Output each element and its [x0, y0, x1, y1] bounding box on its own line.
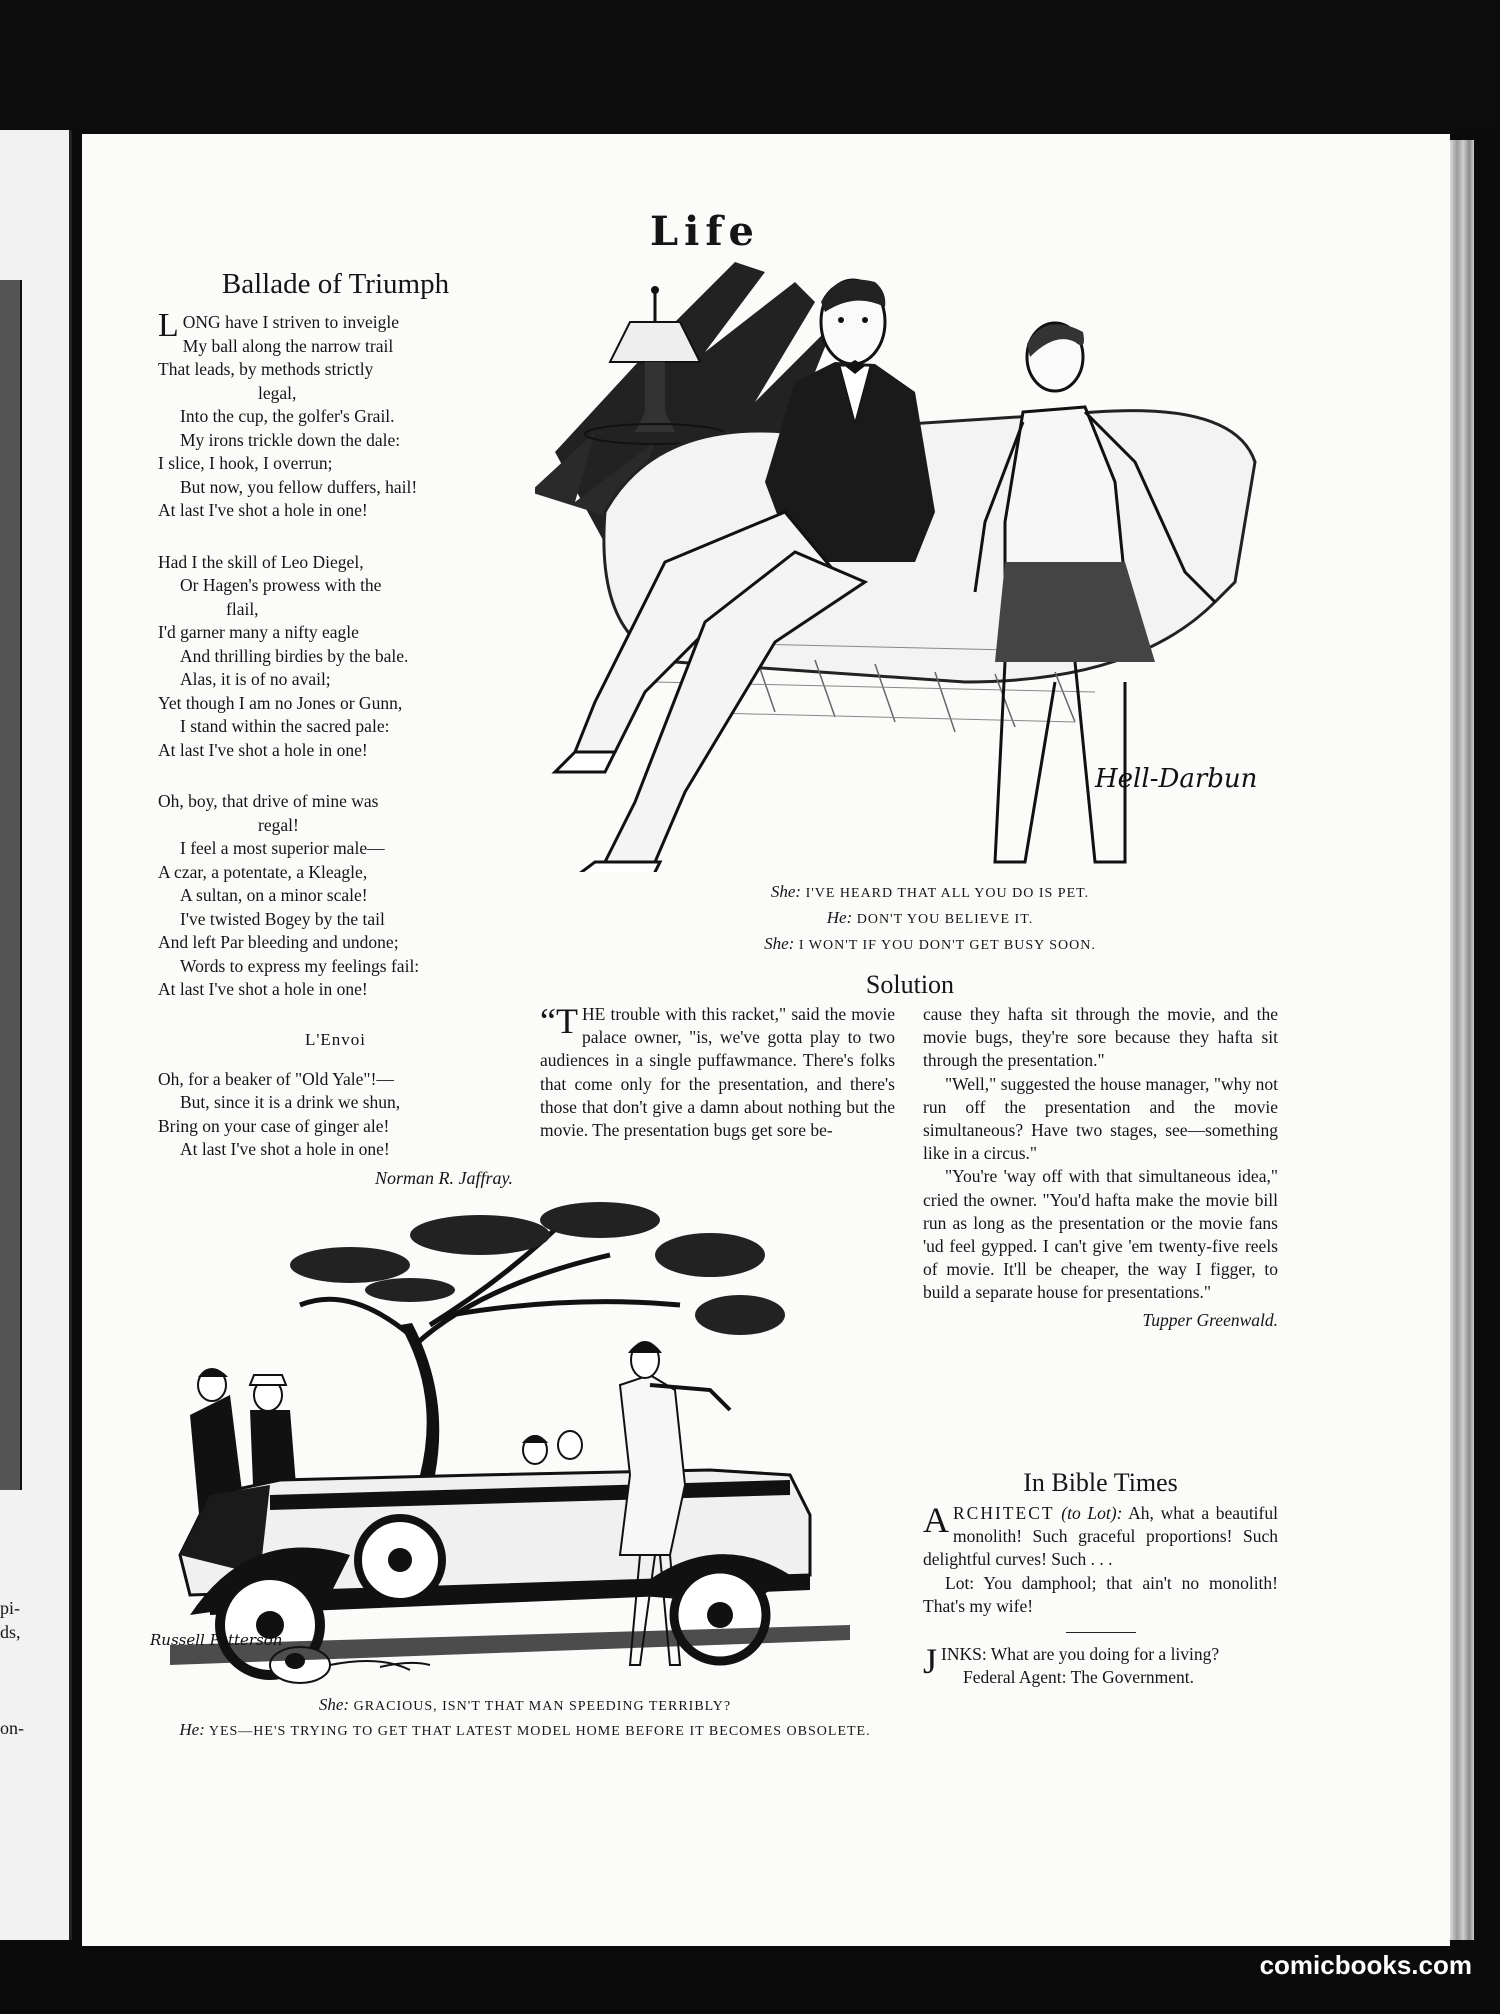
caption-speaker: He: — [179, 1720, 205, 1739]
poem-line: A czar, a potentate, a Kleagle, — [158, 861, 368, 882]
caption-text: YES—HE'S TRYING TO GET THAT LATEST MODEL HOME BEFORE IT BECOMES OBSOLETE. — [208, 1724, 871, 1739]
caption-speaker: She: — [770, 882, 802, 901]
caption-text: I'VE HEARD THAT ALL YOU DO IS PET. — [805, 886, 1090, 901]
poem-line: ONG have I striven to inveigle — [182, 312, 400, 332]
solution-title: Solution — [865, 970, 955, 999]
speaker-name: RCHITECT — [953, 1503, 1055, 1523]
left-page-illustration-strip — [0, 280, 22, 1490]
poem-line: I'd garner many a nifty eagle — [158, 622, 359, 642]
drop-cap: A — [923, 1500, 949, 1540]
caption-text: I WON'T IF YOU DON'T GET BUSY SOON. — [798, 938, 1096, 953]
left-page-edge — [0, 130, 72, 1940]
solution-paragraph: HE trouble with this racket," said the movie palace owner, "is, we've gotta play to two audiences in a single puffawmance. There's folks that come only for the presentation, and there's those that don't give a damn about nothing but the movie. The presentation bugs get sore be- — [540, 1004, 895, 1141]
poem-line: legal, — [258, 382, 297, 403]
cartoon1-signature: Hell-Darbun — [1095, 764, 1258, 794]
ballade-column — [158, 268, 513, 1190]
page-stack-edge — [1450, 140, 1474, 1940]
cartoon2-signature: Russell Patterson — [150, 1631, 283, 1649]
solution-paragraph: "You're 'way off with that simultaneous idea," cried the owner. "You'd hafta make the movie bill run as long as the presentation or the movie fans 'ud feel gypped. I can't give 'em twenty-five reels of movie. It'll be cheaper, the way I figger, to build a separate house for presentations." — [923, 1166, 1278, 1303]
poem-line: And left Par bleeding and undone; — [158, 932, 399, 952]
drop-cap: “T — [540, 1001, 578, 1041]
solution-column-2 — [923, 1003, 1278, 1332]
poem-line: At last I've shot a hole in one! — [158, 500, 368, 520]
left-page-fragment: ds, — [0, 1622, 21, 1642]
dialogue-text: INKS: What are you doing for a living? — [941, 1644, 1220, 1665]
caption-text: GRACIOUS, ISN'T THAT MAN SPEEDING TERRIBLY? — [353, 1699, 732, 1714]
stanza-1 — [158, 307, 513, 523]
poem-line: My ball along the narrow trail — [182, 335, 394, 356]
solution-author: Tupper Greenwald. — [1142, 1309, 1278, 1330]
poem-line: Words to express my feelings fail: — [180, 955, 420, 976]
caption-text: DON'T YOU BELIEVE IT. — [856, 912, 1034, 927]
solution-column-1 — [540, 1003, 895, 1142]
poem-line: Alas, it is of no avail; — [180, 669, 331, 689]
poem-line: My irons trickle down the dale: — [180, 429, 401, 450]
caption-speaker: She: — [318, 1695, 350, 1714]
watermark: comicbooks.com — [1259, 1950, 1472, 1980]
caption-speaker: He: — [826, 908, 853, 927]
poem-line: At last I've shot a hole in one! — [158, 979, 368, 999]
scan-background-top — [0, 0, 1500, 130]
poem-line: Had I the skill of Leo Diegel, — [158, 551, 364, 572]
poem-line: Oh, for a beaker of "Old Yale"!— — [158, 1068, 394, 1089]
poem-line: regal! — [258, 814, 299, 835]
poem-line: I slice, I hook, I overrun; — [158, 453, 333, 473]
ballade-author: Norman R. Jaffray. — [375, 1167, 513, 1188]
dialogue-text: Lot: You damphool; that ain't no monolith! That's my wife! — [923, 1572, 1278, 1616]
solution-paragraph: cause they hafta sit through the movie, and the movie bugs, they're sore because they hafta sit through the presentation." — [923, 1004, 1278, 1071]
left-page-fragment: pi- — [0, 1598, 20, 1618]
poem-line: Yet though I am no Jones or Gunn, — [158, 692, 403, 713]
poem-line: That leads, by methods strictly — [158, 359, 374, 379]
poem-line: Bring on your case of ginger ale! — [158, 1115, 390, 1136]
dialogue-text: Ah, what a beautiful monolith! Such graceful proportions! Such delightful curves! Such . . . — [923, 1503, 1278, 1570]
bible-times-title: In Bible Times — [1023, 1468, 1178, 1497]
left-page-fragment: on- — [0, 1718, 24, 1738]
drop-cap: L — [158, 307, 179, 344]
ballade-title: Ballade of Triumph — [221, 268, 450, 300]
poem-line: And thrilling birdies by the bale. — [180, 645, 409, 666]
section-divider — [1066, 1632, 1136, 1633]
cartoon1-caption — [560, 880, 1300, 958]
poem-line: Or Hagen's prowess with the — [180, 575, 382, 595]
solution-paragraph: "Well," suggested the house manager, "why not run off the presentation and the movie simultaneous? Have two stages, see—something like in a circus." — [923, 1073, 1278, 1164]
motorcar-illustration — [150, 1195, 900, 1695]
drop-cap: J — [923, 1641, 938, 1682]
poem-line: flail, — [226, 598, 259, 619]
bible-times-body — [923, 1502, 1278, 1689]
poem-line: But now, you fellow duffers, hail! — [180, 476, 418, 497]
stanza-2 — [158, 551, 513, 763]
envoi-title: L'Envoi — [304, 1029, 367, 1049]
cartoon2-caption — [150, 1693, 900, 1743]
poem-line: Into the cup, the golfer's Grail. — [180, 406, 395, 426]
stanza-3 — [158, 790, 513, 1002]
poem-line: Oh, boy, that drive of mine was — [158, 791, 379, 811]
sofa-couple-illustration — [535, 262, 1295, 872]
poem-line: But, since it is a drink we shun, — [180, 1092, 401, 1112]
poem-line: I feel a most superior male— — [180, 838, 385, 858]
poem-line: I stand within the sacred pale: — [180, 716, 390, 736]
stage-direction: (to Lot): — [1061, 1503, 1123, 1523]
envoi-stanza — [158, 1068, 513, 1162]
caption-speaker: She: — [764, 934, 795, 953]
dialogue-text: Federal Agent: The Government. — [963, 1667, 1195, 1688]
poem-line: At last I've shot a hole in one! — [180, 1139, 390, 1159]
poem-line: At last I've shot a hole in one! — [158, 739, 368, 760]
poem-line: A sultan, on a minor scale! — [180, 885, 368, 905]
poem-line: I've twisted Bogey by the tail — [180, 908, 385, 929]
masthead-title: Life — [650, 208, 760, 255]
